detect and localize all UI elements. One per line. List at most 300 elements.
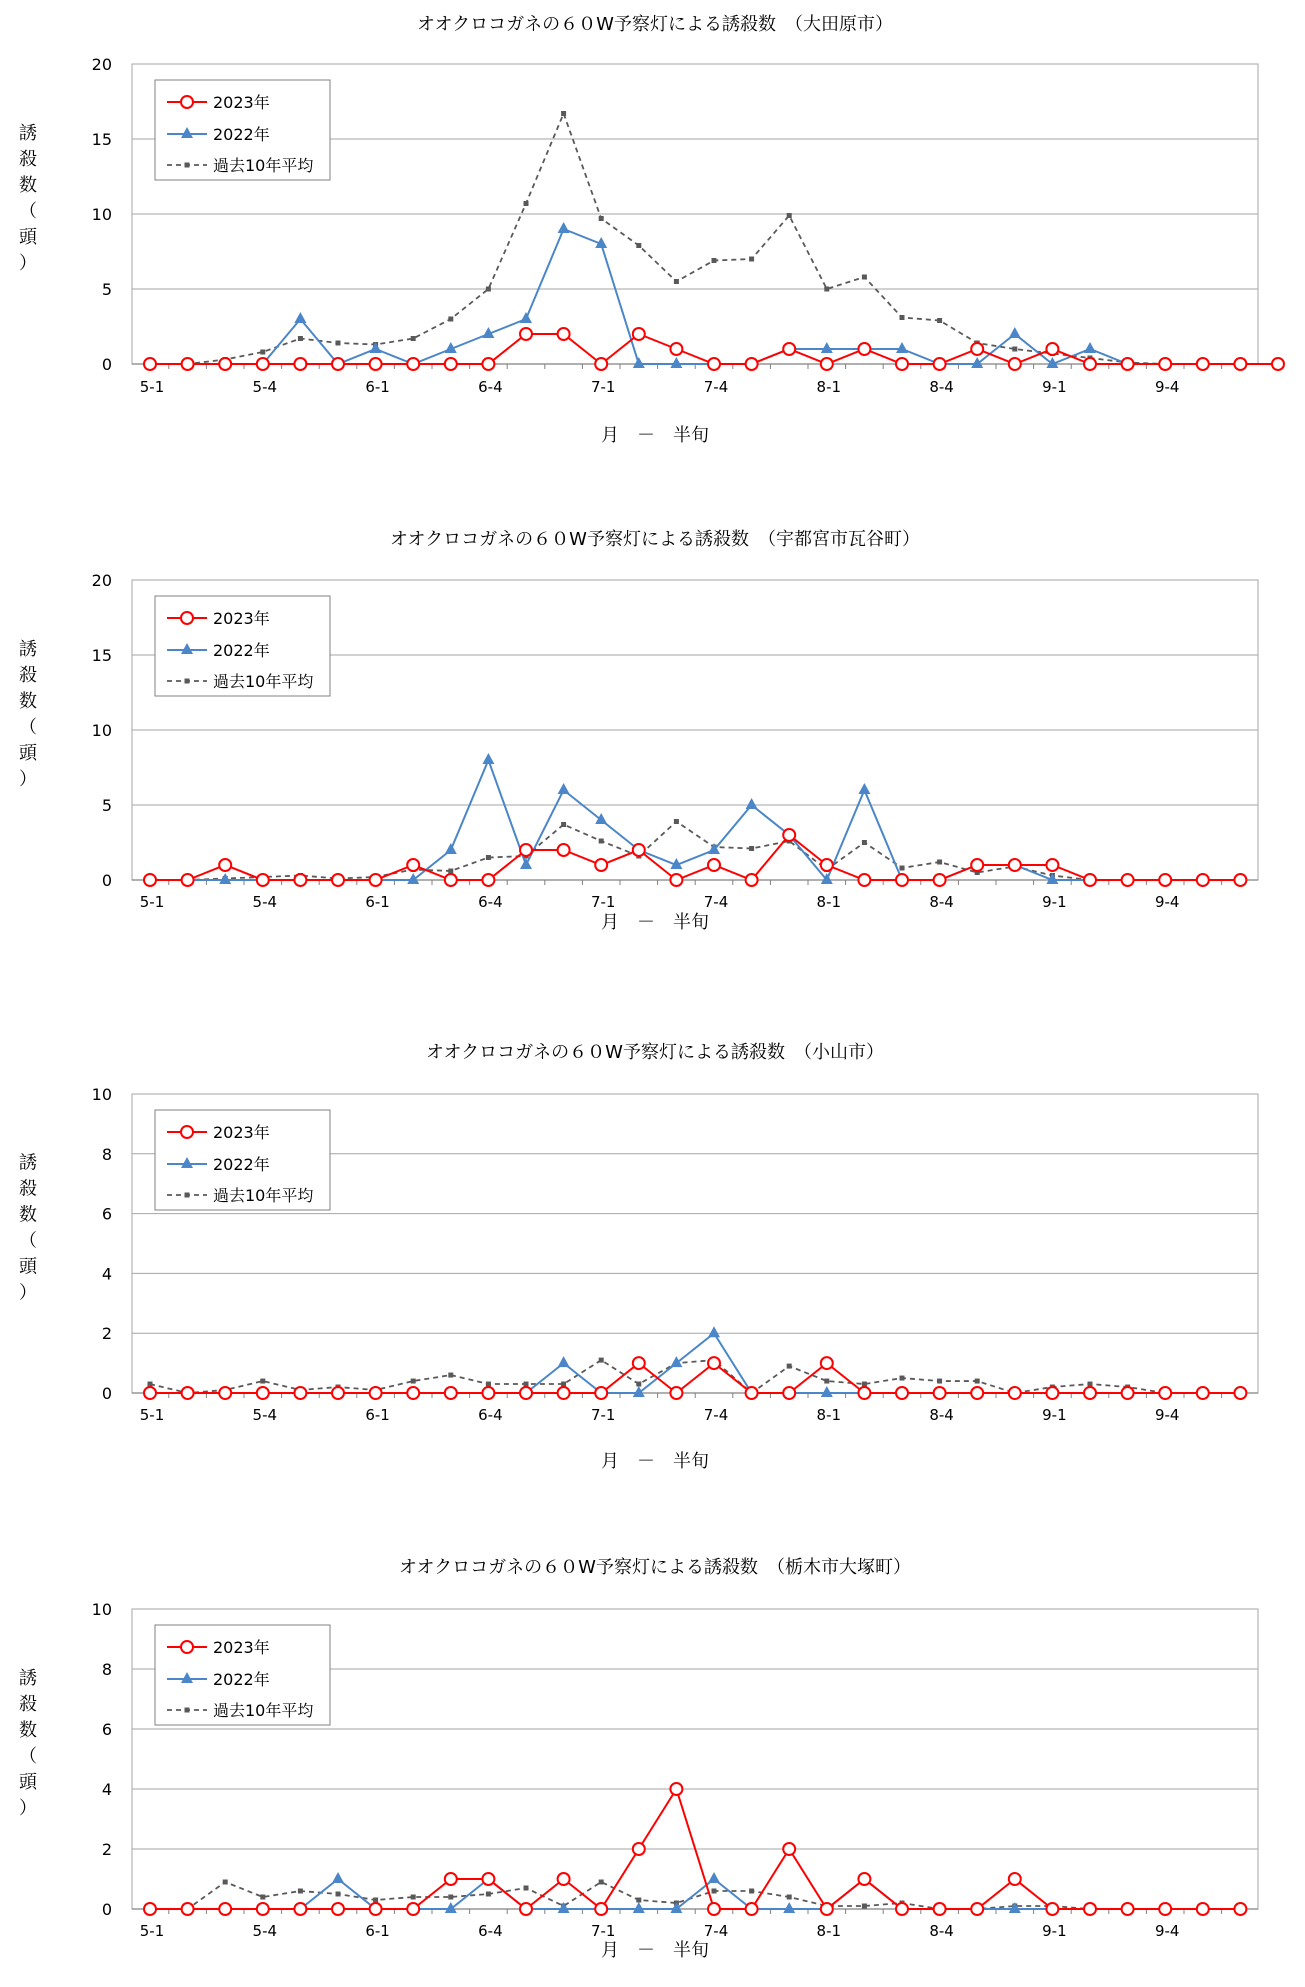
- data-point: [257, 358, 269, 370]
- legend-label: 過去10年平均: [213, 672, 314, 691]
- x-tick-label: 6-1: [365, 1406, 390, 1424]
- data-point: [670, 357, 682, 368]
- data-point: [257, 1387, 269, 1399]
- y-axis-title: [19, 123, 38, 274]
- data-point: [708, 1357, 720, 1369]
- x-tick-label: 7-4: [703, 1406, 729, 1424]
- series-1: [144, 753, 1246, 884]
- series-line: [150, 1882, 1240, 1909]
- y-tick-label: 0: [101, 1384, 112, 1403]
- y-tick-label: 4: [101, 1780, 112, 1799]
- x-axis-title: 月 － 半旬: [601, 1940, 709, 1961]
- data-point: [595, 1387, 607, 1399]
- x-tick-label: 9-4: [1154, 378, 1180, 396]
- legend-marker: [181, 1126, 193, 1138]
- x-tick-label: 6-1: [365, 1922, 390, 1940]
- data-point: [448, 1373, 453, 1378]
- data-point: [520, 858, 532, 869]
- data-point: [1084, 1903, 1096, 1915]
- data-point: [862, 840, 867, 845]
- data-point: [257, 874, 269, 886]
- data-point: [219, 859, 231, 871]
- x-tick-label: 7-1: [590, 378, 616, 396]
- series-line: [150, 229, 1278, 364]
- data-point: [971, 1903, 983, 1915]
- legend-marker: [181, 1641, 193, 1653]
- legend-label: 2023年: [213, 1638, 270, 1657]
- data-point: [636, 1382, 641, 1387]
- data-point: [486, 1892, 491, 1897]
- data-point: [370, 1903, 382, 1915]
- data-point: [524, 201, 529, 206]
- data-point: [407, 859, 419, 871]
- data-point: [260, 1379, 265, 1384]
- y-axis-title-char: 頭: [19, 1772, 37, 1793]
- series-2: [148, 1880, 1243, 1912]
- y-axis-title-char: 誘: [19, 639, 37, 660]
- y-tick-label: 6: [101, 1720, 112, 1739]
- chart-1: [19, 14, 1284, 446]
- data-point: [1122, 874, 1134, 886]
- y-tick-label: 2: [101, 1324, 112, 1344]
- y-tick-label: 5: [101, 280, 112, 299]
- data-point: [561, 1382, 566, 1387]
- x-tick-label: 9-1: [1042, 378, 1067, 396]
- data-point: [896, 342, 908, 353]
- x-tick-label: 8-1: [816, 1406, 842, 1424]
- y-axis-title-char: ）: [19, 769, 37, 790]
- data-point: [561, 822, 566, 827]
- data-point: [633, 357, 645, 368]
- chart-title: オオクロコガネの６０W予察灯による誘殺数 （宇都宮市瓦谷町）: [390, 529, 920, 550]
- legend-label: 2022年: [213, 125, 270, 144]
- legend: [155, 80, 330, 180]
- data-point: [445, 874, 457, 886]
- data-point: [783, 829, 795, 841]
- chart-3: [19, 1042, 1258, 1472]
- data-point: [858, 343, 870, 355]
- data-point: [900, 1376, 905, 1381]
- data-point: [900, 866, 905, 871]
- data-point: [934, 1387, 946, 1399]
- x-tick-label: 8-4: [929, 1922, 954, 1940]
- data-point: [934, 358, 946, 370]
- x-axis-title: 月 － 半旬: [601, 1451, 709, 1472]
- data-point: [482, 753, 494, 764]
- data-point: [294, 874, 306, 886]
- x-tick-label: 6-4: [478, 893, 503, 911]
- data-point: [182, 358, 194, 370]
- legend-label: 過去10年平均: [213, 1701, 314, 1720]
- data-point: [336, 341, 341, 346]
- y-tick-label: 10: [91, 205, 112, 224]
- data-point: [558, 783, 570, 794]
- data-point: [1009, 327, 1021, 338]
- data-point: [1009, 859, 1021, 871]
- y-tick-label: 15: [91, 646, 112, 665]
- data-point: [862, 1382, 867, 1387]
- data-point: [445, 1387, 457, 1399]
- legend: [155, 596, 330, 696]
- data-point: [1009, 1873, 1021, 1885]
- data-point: [633, 328, 645, 340]
- data-point: [407, 873, 419, 884]
- data-point: [896, 874, 908, 886]
- data-point: [824, 1379, 829, 1384]
- legend-label: 2023年: [213, 93, 270, 112]
- legend-label: 過去10年平均: [213, 1186, 314, 1205]
- data-point: [595, 1903, 607, 1915]
- data-point: [332, 874, 344, 886]
- y-tick-label: 10: [91, 1085, 112, 1104]
- y-axis-title: [19, 1153, 38, 1304]
- y-tick-label: 20: [91, 55, 112, 74]
- legend-label: 2022年: [213, 1155, 270, 1174]
- data-point: [971, 357, 983, 368]
- data-point: [749, 846, 754, 851]
- data-point: [595, 358, 607, 370]
- data-point: [260, 350, 265, 355]
- x-axis-title: 月 － 半旬: [601, 425, 709, 446]
- data-point: [144, 1387, 156, 1399]
- data-point: [561, 111, 566, 116]
- data-point: [1084, 1387, 1096, 1399]
- series-line: [150, 1333, 1240, 1393]
- data-point: [971, 1387, 983, 1399]
- data-point: [332, 1387, 344, 1399]
- data-point: [298, 1889, 303, 1894]
- y-axis-title-char: 殺: [19, 1694, 37, 1715]
- data-point: [558, 1356, 570, 1367]
- x-tick-label: 5-1: [139, 893, 165, 911]
- y-axis-title-char: ）: [19, 253, 37, 274]
- data-point: [1159, 358, 1171, 370]
- data-point: [1197, 874, 1209, 886]
- data-point: [670, 1783, 682, 1795]
- data-point: [1197, 1903, 1209, 1915]
- y-axis-title-char: 誘: [19, 1668, 37, 1689]
- data-point: [674, 819, 679, 824]
- data-point: [862, 1904, 867, 1909]
- data-point: [445, 1902, 457, 1913]
- data-point: [599, 1358, 604, 1363]
- legend-marker: [185, 1708, 190, 1713]
- data-point: [858, 1873, 870, 1885]
- data-point: [1009, 1387, 1021, 1399]
- data-point: [821, 859, 833, 871]
- x-tick-label: 8-1: [816, 1922, 842, 1940]
- data-point: [896, 1387, 908, 1399]
- data-point: [670, 1902, 682, 1913]
- data-point: [219, 1387, 231, 1399]
- legend-label: 過去10年平均: [213, 156, 314, 175]
- y-axis-title-char: 数: [19, 1204, 37, 1226]
- y-tick-label: 10: [91, 1600, 112, 1619]
- data-point: [787, 1364, 792, 1369]
- data-point: [712, 1889, 717, 1894]
- data-point: [482, 874, 494, 886]
- series-0: [144, 328, 1284, 370]
- data-point: [445, 358, 457, 370]
- data-point: [746, 1903, 758, 1915]
- y-axis-title-char: （: [19, 717, 37, 738]
- data-point: [144, 874, 156, 886]
- x-tick-label: 5-1: [139, 378, 165, 396]
- data-point: [182, 1903, 194, 1915]
- y-axis-title-char: ）: [19, 1282, 37, 1304]
- y-tick-label: 10: [91, 721, 112, 740]
- data-point: [448, 317, 453, 322]
- data-point: [520, 312, 532, 323]
- data-point: [975, 1379, 980, 1384]
- data-point: [712, 258, 717, 263]
- x-tick-label: 9-4: [1154, 1922, 1180, 1940]
- data-point: [1122, 358, 1134, 370]
- y-axis-title-char: （: [19, 1230, 37, 1252]
- data-point: [971, 343, 983, 355]
- data-point: [558, 1873, 570, 1885]
- y-tick-label: 8: [101, 1660, 112, 1679]
- data-point: [219, 358, 231, 370]
- x-tick-label: 5-4: [252, 378, 278, 396]
- chart-title: オオクロコガネの６０W予察灯による誘殺数 （小山市）: [426, 1042, 884, 1063]
- data-point: [821, 1903, 833, 1915]
- data-point: [219, 1903, 231, 1915]
- data-point: [445, 843, 457, 854]
- data-point: [520, 1387, 532, 1399]
- data-point: [783, 343, 795, 355]
- data-point: [708, 1903, 720, 1915]
- x-tick-label: 9-4: [1154, 1406, 1180, 1424]
- data-point: [670, 1387, 682, 1399]
- legend-marker: [185, 679, 190, 684]
- data-point: [1234, 874, 1246, 886]
- data-point: [407, 1387, 419, 1399]
- data-point: [1122, 1387, 1134, 1399]
- y-tick-label: 0: [101, 355, 112, 374]
- data-point: [670, 343, 682, 355]
- data-point: [1122, 1903, 1134, 1915]
- data-point: [332, 358, 344, 370]
- data-point: [821, 358, 833, 370]
- series-1: [144, 222, 1284, 368]
- data-point: [746, 874, 758, 886]
- data-point: [708, 1326, 720, 1337]
- y-axis-title-char: 頭: [19, 1256, 37, 1278]
- data-point: [373, 1898, 378, 1903]
- x-tick-label: 9-1: [1042, 1406, 1067, 1424]
- x-tick-label: 5-1: [139, 1406, 165, 1424]
- data-point: [821, 342, 833, 353]
- data-point: [411, 1895, 416, 1900]
- y-axis-title-char: 誘: [19, 1152, 37, 1174]
- data-point: [633, 844, 645, 856]
- y-tick-label: 8: [101, 1144, 112, 1164]
- legend-marker: [181, 96, 193, 108]
- data-point: [294, 1903, 306, 1915]
- data-point: [934, 874, 946, 886]
- data-point: [520, 328, 532, 340]
- data-point: [219, 873, 231, 884]
- data-point: [524, 1886, 529, 1891]
- legend: [155, 1625, 330, 1725]
- y-axis-title-char: 数: [19, 1720, 37, 1741]
- data-point: [486, 1382, 491, 1387]
- y-tick-label: 0: [101, 871, 112, 890]
- y-axis-title-char: 誘: [19, 123, 37, 144]
- data-point: [370, 874, 382, 886]
- data-point: [636, 1898, 641, 1903]
- data-point: [1159, 874, 1171, 886]
- chart-2: [19, 529, 1258, 933]
- data-point: [1088, 1382, 1093, 1387]
- x-tick-label: 7-4: [703, 1922, 729, 1940]
- x-tick-label: 8-1: [816, 893, 842, 911]
- y-axis-title-char: （: [19, 1746, 37, 1767]
- data-point: [294, 358, 306, 370]
- y-axis-title-char: ）: [19, 1798, 37, 1819]
- legend-label: 2023年: [213, 1123, 270, 1142]
- y-tick-label: 5: [101, 796, 112, 815]
- data-point: [783, 1902, 795, 1913]
- data-point: [298, 336, 303, 341]
- data-point: [1046, 1387, 1058, 1399]
- x-tick-label: 6-1: [365, 893, 390, 911]
- x-tick-label: 5-4: [252, 1406, 278, 1424]
- y-tick-label: 0: [101, 1900, 112, 1919]
- data-point: [1084, 874, 1096, 886]
- data-point: [670, 1356, 682, 1367]
- y-axis-title-char: 殺: [19, 149, 37, 170]
- data-point: [182, 1387, 194, 1399]
- data-point: [746, 358, 758, 370]
- data-point: [599, 216, 604, 221]
- y-tick-label: 2: [101, 1840, 112, 1859]
- x-tick-label: 6-4: [478, 1406, 503, 1424]
- y-tick-label: 4: [101, 1264, 112, 1284]
- y-axis-title-char: 殺: [19, 1178, 37, 1200]
- x-tick-label: 9-1: [1042, 1922, 1067, 1940]
- data-point: [749, 257, 754, 262]
- x-tick-label: 7-1: [590, 1406, 616, 1424]
- data-point: [633, 1902, 645, 1913]
- data-point: [370, 358, 382, 370]
- y-axis-title-char: 頭: [19, 227, 37, 248]
- data-point: [407, 358, 419, 370]
- x-tick-label: 7-1: [590, 893, 616, 911]
- data-point: [971, 859, 983, 871]
- x-tick-label: 8-4: [929, 378, 954, 396]
- chart-title: オオクロコガネの６０W予察灯による誘殺数 （栃木市大塚町）: [399, 1557, 911, 1578]
- y-tick-label: 15: [91, 130, 112, 149]
- x-tick-label: 9-4: [1154, 893, 1180, 911]
- data-point: [787, 213, 792, 218]
- data-point: [1159, 1387, 1171, 1399]
- legend-marker: [185, 163, 190, 168]
- data-point: [1197, 1387, 1209, 1399]
- data-point: [934, 1903, 946, 1915]
- data-point: [636, 243, 641, 248]
- data-point: [937, 1379, 942, 1384]
- data-point: [824, 287, 829, 292]
- data-point: [411, 336, 416, 341]
- data-point: [821, 1386, 833, 1397]
- data-point: [182, 874, 194, 886]
- x-tick-label: 7-4: [703, 893, 729, 911]
- data-point: [370, 1387, 382, 1399]
- data-point: [900, 315, 905, 320]
- x-tick-label: 7-1: [590, 1922, 616, 1940]
- data-point: [599, 839, 604, 844]
- data-point: [144, 1903, 156, 1915]
- y-axis-title-char: （: [19, 201, 37, 222]
- x-tick-label: 8-1: [816, 378, 842, 396]
- data-point: [558, 844, 570, 856]
- data-point: [257, 1903, 269, 1915]
- data-point: [896, 1903, 908, 1915]
- data-point: [294, 1387, 306, 1399]
- series-line: [150, 1360, 1240, 1393]
- data-point: [524, 1382, 529, 1387]
- data-point: [1009, 1902, 1021, 1913]
- data-point: [482, 1873, 494, 1885]
- data-point: [858, 783, 870, 794]
- data-point: [260, 1895, 265, 1900]
- x-tick-label: 5-1: [139, 1922, 165, 1940]
- data-point: [482, 358, 494, 370]
- x-tick-label: 5-4: [252, 893, 278, 911]
- data-point: [1234, 358, 1246, 370]
- x-tick-label: 6-4: [478, 1922, 503, 1940]
- data-point: [1012, 347, 1017, 352]
- data-point: [1046, 859, 1058, 871]
- data-point: [1046, 343, 1058, 355]
- data-point: [332, 1872, 344, 1883]
- data-point: [862, 275, 867, 280]
- y-axis-title: [19, 1668, 38, 1819]
- data-point: [407, 1903, 419, 1915]
- chart-4: [19, 1557, 1258, 1961]
- data-point: [486, 855, 491, 860]
- y-axis-title-char: 数: [19, 691, 37, 712]
- data-point: [445, 1873, 457, 1885]
- data-point: [670, 874, 682, 886]
- data-point: [746, 1387, 758, 1399]
- data-point: [558, 328, 570, 340]
- data-point: [937, 318, 942, 323]
- data-point: [558, 222, 570, 233]
- data-point: [448, 869, 453, 874]
- data-point: [1234, 1387, 1246, 1399]
- data-point: [633, 1386, 645, 1397]
- data-point: [148, 1382, 153, 1387]
- data-point: [1084, 358, 1096, 370]
- x-tick-label: 9-1: [1042, 893, 1067, 911]
- legend-label: 2022年: [213, 641, 270, 660]
- legend-marker: [181, 612, 193, 624]
- data-point: [674, 279, 679, 284]
- data-point: [937, 860, 942, 865]
- y-tick-label: 20: [91, 571, 112, 590]
- data-point: [332, 1903, 344, 1915]
- data-point: [595, 859, 607, 871]
- data-point: [336, 1892, 341, 1897]
- legend: [155, 1110, 330, 1210]
- data-point: [144, 358, 156, 370]
- x-tick-label: 6-1: [365, 378, 390, 396]
- y-axis-title-char: 殺: [19, 665, 37, 686]
- data-point: [858, 874, 870, 886]
